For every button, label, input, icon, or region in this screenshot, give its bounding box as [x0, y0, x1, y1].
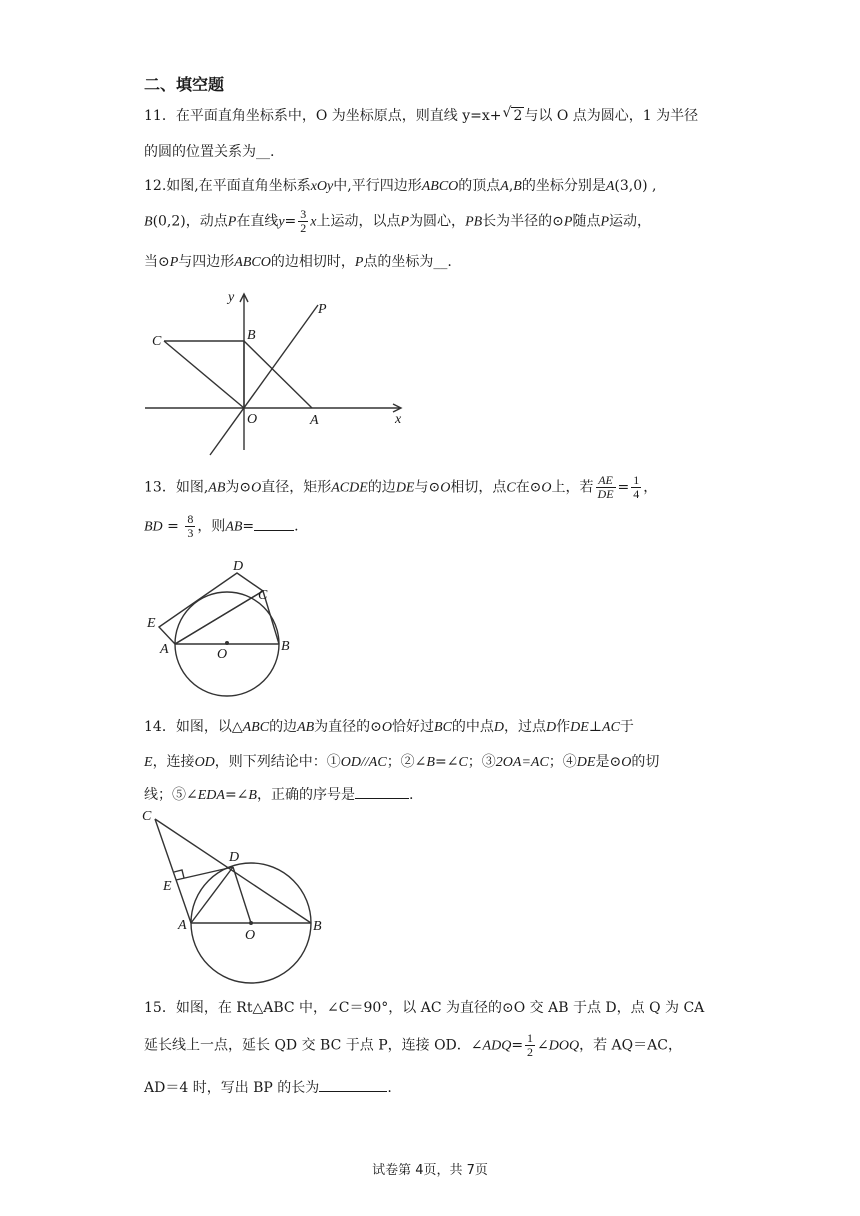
label-c: C — [142, 809, 152, 824]
q15-line-1: 15．如图，在 Rt△ABC 中，∠C＝90°，以 AC 为直径的⊙O 交 AB 于点 D，点 Q 为 CA — [144, 1000, 705, 1016]
q15-line-3: AD＝4 时，写出 BP 的长为 . — [144, 1080, 392, 1096]
label-c: C — [258, 588, 268, 603]
answer-blank-q15[interactable] — [319, 1091, 387, 1092]
sqrt-2: √ 2 — [502, 105, 523, 124]
fraction-ae-de: $\frac{AE}{DE}$ — [597, 473, 614, 501]
q13-line-2: BD = $\frac{8}{3}$ ，则AB= . — [144, 512, 299, 540]
fraction-3-2: $\frac{3}{2}$ — [300, 207, 307, 235]
fraction-8-3: $\frac{8}{3}$ — [187, 512, 194, 540]
q14-line-1: 14．如图，以△ABC的边AB为直径的⊙O恰好过BC的中点D，过点D作DE⊥AC于 — [144, 719, 634, 735]
label-o: O — [245, 928, 256, 943]
answer-blank-q13[interactable] — [254, 530, 294, 531]
label-a: A — [160, 642, 169, 657]
label-d: D — [229, 850, 240, 865]
label-y: y — [228, 290, 235, 305]
figure-q14 — [135, 805, 335, 985]
fraction-1-2: $\frac{1}{2}$ — [527, 1031, 534, 1059]
side-b-a — [244, 341, 312, 408]
answer-blank-q14[interactable] — [355, 798, 409, 799]
label-a: A — [178, 918, 187, 933]
segment-do — [233, 867, 251, 923]
q13-line-1: 13．如图,AB为⊙O直径，矩形ACDE的边DE与⊙O相切，点C在⊙O上，若 $\frac{AE}{DE}$ = $\frac{1}{4}$ ， — [144, 473, 658, 501]
label-p: P — [318, 302, 327, 317]
label-b: B — [247, 328, 256, 343]
label-c: C — [152, 334, 162, 349]
q12-line-3: 当⊙P与四边形ABCO的边相切时，P点的坐标为__. — [144, 254, 452, 270]
page-footer: 试卷第 4页，共 7页 — [372, 1163, 488, 1178]
segment-ac — [175, 591, 263, 644]
line-p — [210, 305, 318, 455]
label-a: A — [310, 413, 319, 428]
side-c-o — [164, 341, 244, 408]
label-e: E — [163, 879, 172, 894]
label-d: D — [233, 559, 244, 574]
rectangle-acde — [159, 573, 263, 644]
side-ca — [155, 819, 191, 923]
label-o: O — [217, 647, 228, 662]
label-e: E — [147, 616, 156, 631]
label-x: x — [395, 412, 402, 427]
label-b: B — [281, 639, 290, 654]
q11-line-1: 11．在平面直角坐标系中，O 为坐标原点，则直线 y=x+ √ 2 与以 O 点为圆心，1 为半径 — [144, 105, 699, 124]
q14-line-3: 线；⑤∠EDA=∠B，正确的序号是 . — [144, 787, 414, 803]
fraction-1-4: $\frac{1}{4}$ — [633, 473, 640, 501]
label-b: B — [313, 919, 322, 934]
center-point — [225, 641, 229, 645]
figure-q13 — [140, 555, 310, 700]
q15-line-2: 延长线上一点，延长 QD 交 BC 于点 P，连接 OD．∠ADQ= $\frac{1}{2}$ ∠DOQ，若 AQ＝AC， — [144, 1031, 682, 1059]
center-point — [249, 921, 253, 925]
q12-line-1: 12.如图,在平面直角坐标系xOy中,平行四边形ABCO的顶点A,B的坐标分别是A(3,0) , — [144, 178, 657, 194]
q11-line-2: 的圆的位置关系为__. — [144, 144, 275, 160]
q12-line-2: B(0,2)，动点P在直线y= $\frac{3}{2}$ x上运动，以点P为圆心，PB长为半径的⊙P随点P运动， — [144, 207, 652, 235]
q14-line-2: E，连接OD，则下列结论中：①OD//AC；②∠B=∠C；③2OA=AC；④DE是⊙O的切 — [144, 754, 660, 770]
figure-q12 — [140, 285, 420, 460]
label-o: O — [247, 412, 258, 427]
section-title: 二、填空题 — [144, 75, 225, 94]
